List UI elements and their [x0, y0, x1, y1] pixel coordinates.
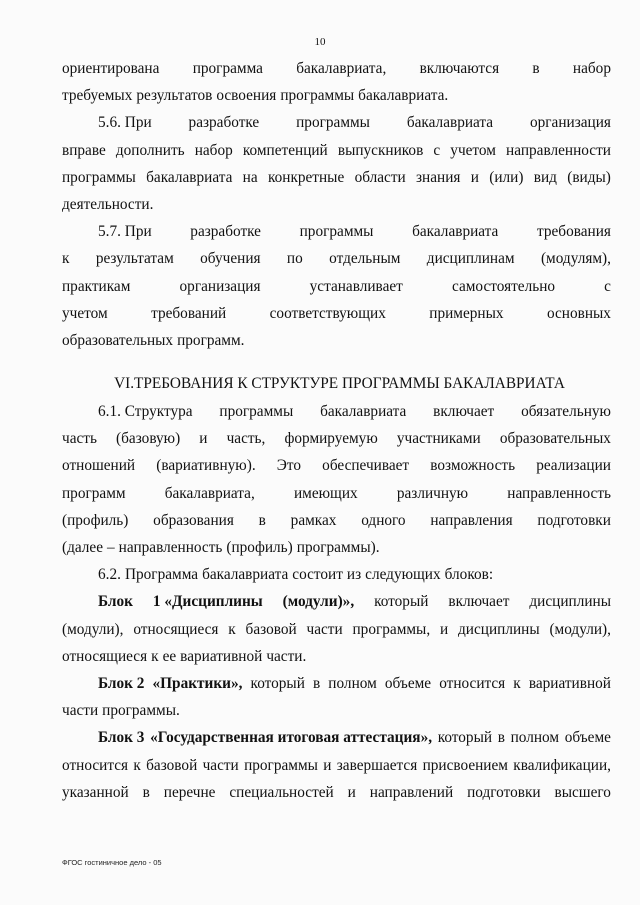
word: направленность	[507, 484, 611, 502]
text-line	[62, 561, 611, 588]
word: примерных	[429, 304, 504, 322]
word: (профиль)	[226, 539, 293, 556]
word: программы	[280, 87, 355, 105]
word: разработке	[188, 114, 260, 132]
word: имеющих	[293, 484, 358, 502]
word: включает	[448, 593, 510, 611]
word: устанавливает	[309, 277, 403, 295]
word: Это	[276, 457, 302, 475]
word: бакалавриата	[146, 168, 233, 186]
word: ориентирована	[62, 60, 160, 77]
word: в	[258, 511, 266, 529]
word: 5.7. При	[98, 223, 152, 241]
word: требования	[536, 223, 611, 241]
word: указанной	[62, 783, 129, 801]
word: бакалавриата.	[358, 87, 449, 105]
word: программы.	[102, 702, 180, 720]
word: деятельности.	[62, 195, 154, 213]
word: формируемую	[284, 430, 378, 448]
word: вправе	[62, 141, 106, 159]
text-line	[62, 218, 611, 245]
word: бакалавриата,	[296, 60, 387, 77]
word: требуемых	[62, 87, 133, 105]
word: программы	[296, 114, 370, 132]
word: самостоятельно	[451, 277, 556, 295]
text-line	[62, 245, 611, 272]
word: разработке	[190, 223, 261, 241]
word: образовательных	[62, 331, 174, 349]
word: включает	[433, 403, 495, 421]
word: направлений	[369, 783, 454, 801]
text-line	[62, 697, 611, 724]
word: организация	[529, 114, 611, 132]
word: 6.1. Структура	[98, 403, 193, 421]
word: программы	[62, 168, 136, 186]
word: следующих	[365, 566, 441, 584]
bold-word: Блок 3	[98, 729, 145, 747]
word: программа	[192, 60, 263, 77]
word: который	[250, 674, 305, 692]
text-line	[62, 752, 611, 779]
word: –	[107, 539, 115, 556]
word: набор	[194, 141, 233, 159]
text-line	[62, 82, 611, 109]
section-heading: VI.ТРЕБОВАНИЯ К СТРУКТУРЕ ПРОГРАММЫ БАКАЛАВРИАТА	[114, 375, 565, 393]
word: отдельным	[329, 250, 401, 268]
word: состоит	[292, 566, 343, 584]
word: который	[437, 729, 493, 747]
word: результатов	[136, 87, 213, 105]
word: образования	[153, 511, 234, 529]
word: в	[312, 674, 321, 692]
word: программ.	[177, 331, 245, 349]
word: набор	[572, 60, 611, 77]
document-body	[62, 55, 611, 806]
word: полном	[328, 674, 377, 692]
word: дополнить	[115, 141, 185, 159]
text-line	[62, 273, 611, 300]
word: обеспечивает	[322, 457, 410, 475]
text-line	[62, 398, 611, 425]
word: который	[374, 593, 429, 611]
word: части	[202, 756, 239, 774]
word: дисциплинам	[426, 250, 515, 268]
word: (виды)	[567, 168, 611, 186]
word: вид	[533, 168, 557, 186]
word: перечне	[163, 783, 216, 801]
word: с	[433, 141, 441, 159]
word: бакалавриата	[406, 114, 494, 132]
word: специальностей	[229, 783, 334, 801]
word: вариативной	[180, 647, 263, 665]
word: организация	[179, 277, 261, 295]
word: образовательных	[499, 430, 611, 448]
word: знания	[416, 168, 461, 186]
word: (вариативную).	[156, 457, 256, 475]
text-line	[62, 55, 611, 82]
bold-word: 1 «Дисциплины	[152, 593, 263, 611]
word: соответствующих	[269, 304, 386, 322]
word: одного	[361, 511, 406, 529]
word: в	[142, 783, 150, 801]
word: (или)	[489, 168, 524, 186]
text-line	[62, 534, 611, 561]
word: и	[323, 756, 332, 774]
bold-word: Блок	[98, 593, 133, 611]
text-line	[62, 616, 611, 643]
word: и	[440, 620, 449, 638]
word: полном	[510, 729, 560, 747]
word: (модули),	[549, 620, 611, 638]
word: основных	[546, 304, 611, 322]
bold-word: «Практики»,	[152, 674, 243, 692]
word: с	[604, 277, 611, 295]
word: дисциплины	[529, 593, 611, 611]
word: относящиеся	[62, 647, 148, 665]
word: в	[532, 60, 540, 77]
word: ее	[162, 647, 177, 665]
word: к	[62, 250, 70, 268]
word: реализации	[536, 457, 611, 475]
page-footer: ФГОС гостиничное дело - 05	[62, 858, 162, 867]
word: высшего	[554, 783, 611, 801]
text-line	[62, 507, 611, 534]
text-line	[62, 670, 611, 697]
word: объеме	[384, 674, 432, 692]
word: учетом	[62, 304, 108, 322]
word: к	[133, 756, 141, 774]
word: (модули),	[62, 620, 124, 638]
word: и	[470, 168, 479, 186]
word: Программа	[124, 566, 199, 584]
text-line	[62, 164, 611, 191]
word: и	[199, 430, 208, 448]
word: компетенций	[242, 141, 328, 159]
word: конкретные	[267, 168, 345, 186]
word: области	[354, 168, 406, 186]
word: 6.2.	[98, 566, 121, 584]
text-line	[62, 588, 611, 615]
word: относится	[439, 674, 506, 692]
word: (профиль)	[62, 511, 129, 529]
bold-word: «Государственная итоговая аттестация»,	[150, 729, 433, 747]
word: подготовки	[537, 511, 611, 529]
word: выпускников	[337, 141, 424, 159]
word: бакалавриата	[202, 566, 289, 584]
word: вариативной	[528, 674, 611, 692]
word: 5.6. При	[98, 114, 152, 132]
word: программы	[299, 223, 374, 241]
word: учетом	[450, 141, 496, 159]
word: базовой	[245, 620, 297, 638]
word: относится	[62, 756, 129, 774]
word: дисциплины	[458, 620, 540, 638]
word: программы	[244, 756, 318, 774]
word: программы,	[352, 620, 431, 638]
word: программ	[62, 484, 126, 502]
text-line	[62, 300, 611, 327]
word: (базовую)	[116, 430, 181, 448]
word: результатам	[95, 250, 174, 268]
word: к	[151, 647, 159, 665]
word: части.	[266, 647, 307, 665]
word: части	[62, 702, 99, 720]
word: направленности	[506, 141, 611, 159]
word: обучения	[200, 250, 261, 268]
word: блоков:	[444, 566, 494, 584]
word: программы).	[296, 539, 380, 556]
word: требований	[151, 304, 227, 322]
text-line	[62, 643, 611, 670]
word: к	[228, 620, 236, 638]
word: направленность	[118, 539, 223, 556]
text-line	[62, 425, 611, 452]
word: и	[347, 783, 356, 801]
text-line	[62, 109, 611, 136]
word: (модулям),	[540, 250, 611, 268]
text-line	[62, 779, 611, 806]
word: базовой	[146, 756, 198, 774]
text-line	[62, 452, 611, 479]
word: различную	[396, 484, 469, 502]
word: квалификации,	[513, 756, 611, 774]
word: завершается	[336, 756, 418, 774]
word: относящиеся	[133, 620, 219, 638]
word: практикам	[62, 277, 131, 295]
word: направления	[430, 511, 513, 529]
word: объеме	[564, 729, 611, 747]
word: (далее	[62, 539, 104, 556]
text-line	[62, 724, 611, 751]
word: часть	[62, 430, 97, 448]
word: присвоением	[422, 756, 508, 774]
word: бакалавриата	[412, 223, 499, 241]
word: из	[346, 566, 362, 584]
bold-word: (модули)»,	[282, 593, 355, 611]
text-line	[62, 137, 611, 164]
text-line	[62, 327, 611, 354]
word: включаются	[419, 60, 500, 77]
word: к	[513, 674, 521, 692]
page-number: 10	[314, 36, 326, 48]
word: на	[242, 168, 258, 186]
word: части	[306, 620, 343, 638]
text-line	[62, 191, 611, 218]
word: в	[497, 729, 505, 747]
word: возможность	[430, 457, 516, 475]
text-line	[62, 480, 611, 507]
word: отношений	[62, 457, 136, 475]
word: рамках	[290, 511, 337, 529]
word: участниками	[396, 430, 481, 448]
bold-word: Блок 2	[98, 674, 145, 692]
word: часть,	[226, 430, 266, 448]
word: бакалавриата	[320, 403, 407, 421]
word: бакалавриата,	[164, 484, 255, 502]
word: обязательную	[521, 403, 611, 421]
word: подготовки	[467, 783, 541, 801]
word: освоения	[216, 87, 277, 105]
word: программы	[219, 403, 294, 421]
word: по	[286, 250, 303, 268]
